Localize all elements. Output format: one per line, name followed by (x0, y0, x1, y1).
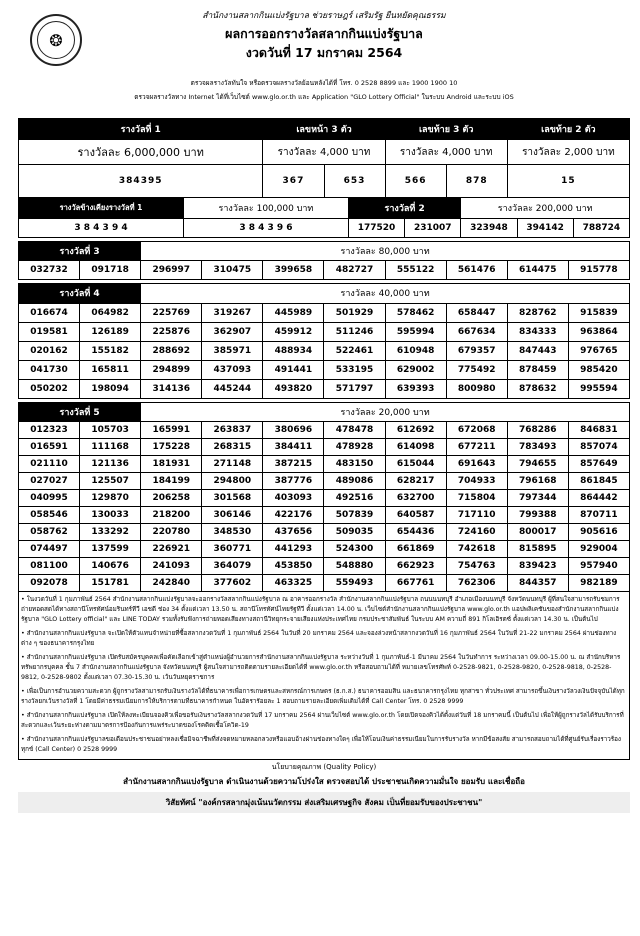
fifth-prize-number: 226921 (141, 540, 202, 557)
fifth-prize-number: 864442 (568, 489, 629, 506)
fourth-prize-number: 314136 (141, 379, 202, 398)
second-prize-amount: รางวัลละ 200,000 บาท (461, 198, 630, 218)
fifth-prize-number: 483150 (324, 455, 385, 472)
fifth-prize-number: 453850 (263, 557, 324, 574)
fourth-prize-number: 225876 (141, 322, 202, 341)
fourth-prize-number: 522461 (324, 341, 385, 360)
third-prize-number: 296997 (141, 260, 202, 279)
fifth-prize-number: 492516 (324, 489, 385, 506)
fifth-prize-number: 704933 (446, 472, 507, 489)
fourth-prize-number: 878632 (507, 379, 568, 398)
fifth-prize-row (19, 455, 630, 472)
fourth-prize-number: 126189 (80, 322, 141, 341)
fourth-prize-number: 847443 (507, 341, 568, 360)
fifth-prize-number: 175228 (141, 438, 202, 455)
fifth-prize-number: 058546 (19, 506, 80, 523)
fourth-prize-number: 385971 (202, 341, 263, 360)
fifth-prize-number: 294800 (202, 472, 263, 489)
fifth-prize-number: 815895 (507, 540, 568, 557)
third-prize-table (18, 241, 630, 280)
announcement-item: • สำนักงานสลากกินแบ่งรัฐบาล จะเปิดให้ตัวแทนจำหน่ายที่ซื้อสลากงวดวันที่ 1 กุมภาพันธ์ 2564 ในวันที่ 20 มกราคม 2564 และจองล่วงหน้าสลากงวดวันที่ 16 กุมภาพันธ์ 2564 ในวันที่ 21-22 มกราคม 2564 ผ่านช่องทางต่าง ๆ ของธนาคารกรุงไทย (21, 629, 617, 647)
back2-amount: รางวัลละ 2,000 บาท (507, 140, 629, 165)
fifth-prize-row (19, 506, 630, 523)
fifth-prize-number: 672068 (446, 421, 507, 438)
back2-number: 15 (507, 165, 629, 198)
fourth-prize-row (19, 303, 630, 322)
fourth-prize-number: 491441 (263, 360, 324, 379)
fifth-prize-number: 796168 (507, 472, 568, 489)
near-prize-number-2: 3 8 4 3 9 6 (183, 218, 348, 237)
fifth-prize-number: 027027 (19, 472, 80, 489)
fifth-prize-number: 661869 (385, 540, 446, 557)
third-prize-number: 561476 (446, 260, 507, 279)
fourth-prize-number: 294899 (141, 360, 202, 379)
fourth-prize-number: 667634 (446, 322, 507, 341)
announcements (18, 592, 630, 760)
vision-text: วิสัยทัศน์ "องค์กรสลากมุ่งเน้นนวัตกรรม ส่งเสริมเศรษฐกิจ สังคม เป็นที่ยอมรับของประชาชน" (18, 792, 630, 813)
fifth-prize-number: 612692 (385, 421, 446, 438)
fourth-prize-number: 225769 (141, 303, 202, 322)
fifth-prize-number: 717110 (446, 506, 507, 523)
front3-label: เลขหน้า 3 ตัว (263, 119, 385, 140)
fifth-prize-number: 133292 (80, 523, 141, 540)
fifth-prize-number: 905616 (568, 523, 629, 540)
fifth-prize-number: 206258 (141, 489, 202, 506)
fifth-prize-number: 861845 (568, 472, 629, 489)
fourth-prize-number: 976765 (568, 341, 629, 360)
fourth-prize-table (18, 283, 630, 399)
fifth-prize-number: 165991 (141, 421, 202, 438)
fourth-prize-number: 016674 (19, 303, 80, 322)
quality-policy-text: สำนักงานสลากกินแบ่งรัฐบาล ดำเนินงานด้วยความโปร่งใส ตรวจสอบได้ ประชาชนเกิดความมั่นใจ ยอมรับ และเชื่อถือ (123, 776, 525, 786)
back3-number-1: 566 (385, 165, 446, 198)
fifth-prize-number: 016591 (19, 438, 80, 455)
fifth-prize-number: 615044 (385, 455, 446, 472)
fourth-prize-grid (19, 303, 630, 398)
fifth-prize-row (19, 489, 630, 506)
fourth-prize-number: 578462 (385, 303, 446, 322)
fifth-prize-number: 441293 (263, 540, 324, 557)
fourth-prize-number: 878459 (507, 360, 568, 379)
fifth-prize-number: 559493 (324, 574, 385, 591)
fourth-prize-number: 020162 (19, 341, 80, 360)
fifth-prize-number: 360771 (202, 540, 263, 557)
fifth-prize-number: 125507 (80, 472, 141, 489)
third-prize-number: 482727 (324, 260, 385, 279)
fourth-prize-number: 501929 (324, 303, 385, 322)
header-motto: สำนักงานสลากกินแบ่งรัฐบาล ช่วยราษฎร์ เสริมรัฐ ยืนหยัดคุณธรรม (202, 11, 446, 21)
fifth-prize-number: 662923 (385, 557, 446, 574)
third-prize-number: 915778 (568, 260, 629, 279)
announcement-item: • สำนักงานสลากกินแบ่งรัฐบาล เปิดรับสมัครบุคคลเพื่อคัดเลือกเข้าสู่ตำแหน่งผู้อำนวยการสำนักงานสลากกินแบ่งรัฐบาล ระหว่างวันที่ 1 กุมภาพันธ์-1 มีนาคม 2564 ในวันทำการ ระหว่างเวลา 09.00-15.00 น. ณ สำนักบริหารทรัพยากรบุคคล ชั้น 7 สำนักงานสลากกินแบ่งรัฐบาล จังหวัดนนทบุรี ผู้สนใจสามารถติดตามรายละเอียดได้ที่ www.glo.or.th หรือสอบถามได้ที่ หมายเลขโทรศัพท์ 0-2528-9821, 0-2528-9820, 0-2528-9818, 0-2528-9812, 0-2528-9802 ตั้งแต่เวลา 07.30-15.30 น. เว้นวันหยุดราชการ (21, 653, 621, 681)
fifth-prize-number: 130033 (80, 506, 141, 523)
fourth-prize-number: 629002 (385, 360, 446, 379)
fifth-prize-grid (19, 421, 630, 591)
fifth-prize-number: 489086 (324, 472, 385, 489)
fifth-prize-number: 403093 (263, 489, 324, 506)
front3-number-1: 367 (263, 165, 324, 198)
fifth-prize-number: 271148 (202, 455, 263, 472)
fifth-prize-number: 754763 (446, 557, 507, 574)
fifth-prize-number: 742618 (446, 540, 507, 557)
fifth-prize-number: 870711 (568, 506, 629, 523)
fourth-prize-row (19, 360, 630, 379)
fifth-prize-number: 422176 (263, 506, 324, 523)
first-prize-label: รางวัลที่ 1 (19, 119, 263, 140)
fourth-prize-number: 198094 (80, 379, 141, 398)
back3-number-2: 878 (446, 165, 507, 198)
fifth-prize-number: 463325 (263, 574, 324, 591)
announcement-item: • สำนักงานสลากกินแบ่งรัฐบาลขอเตือนประชาชนอย่าหลงเชื่อมิจฉาชีพที่ส่งจดหมายหลอกลวงหรือแอบอ้างผ่านช่องทางใดๆ เพื่อให้โอนเงินค่าธรรมเนียมในการรับรางวัล หากมีข้อสงสัย สามารถสอบถามได้ที่ศูนย์รับเรื่องราวร้องทุกข์ (Call Center) 0 2528 9999 (21, 735, 622, 753)
fourth-prize-number: 533195 (324, 360, 385, 379)
fifth-prize-number: 384411 (263, 438, 324, 455)
third-prize-label: รางวัลที่ 3 (19, 241, 141, 260)
fourth-prize-number: 437093 (202, 360, 263, 379)
fifth-prize-number: 058762 (19, 523, 80, 540)
fourth-prize-number: 445989 (263, 303, 324, 322)
footer (18, 760, 630, 813)
fourth-prize-number: 493820 (263, 379, 324, 398)
fifth-prize-number: 140676 (80, 557, 141, 574)
fourth-prize-row (19, 341, 630, 360)
fifth-prize-row (19, 557, 630, 574)
near-prize-number-1: 3 8 4 3 9 4 (19, 218, 184, 237)
fifth-prize-number: 074497 (19, 540, 80, 557)
fifth-prize-number: 507839 (324, 506, 385, 523)
fifth-prize-number: 241093 (141, 557, 202, 574)
fifth-prize-number: 021110 (19, 455, 80, 472)
fourth-prize-number: 019581 (19, 322, 80, 341)
fifth-prize-number: 348530 (202, 523, 263, 540)
fifth-prize-number: 509035 (324, 523, 385, 540)
near-second-table (18, 198, 630, 238)
fifth-prize-number: 524300 (324, 540, 385, 557)
second-prize-number: 177520 (348, 218, 404, 237)
fourth-prize-number: 488934 (263, 341, 324, 360)
near-prize-label: รางวัลข้างเคียงรางวัลที่ 1 (19, 198, 184, 218)
fifth-prize-number: 929004 (568, 540, 629, 557)
fourth-prize-number: 828762 (507, 303, 568, 322)
fifth-prize-number: 715804 (446, 489, 507, 506)
fifth-prize-number: 121136 (80, 455, 141, 472)
glo-emblem-icon: ❂ (30, 14, 82, 66)
fifth-prize-label: รางวัลที่ 5 (19, 402, 141, 421)
fifth-prize-number: 380696 (263, 421, 324, 438)
check-info-internet: ตรวจผลรางวัลทาง Internet ได้ที่เว็บไซต์ www.glo.or.th และ Application "GLO Lottery Official" ในระบบ Android และระบบ iOS (134, 93, 514, 101)
fifth-prize-number: 799388 (507, 506, 568, 523)
fourth-prize-number: 165811 (80, 360, 141, 379)
fifth-prize-number: 105703 (80, 421, 141, 438)
fifth-prize-number: 387215 (263, 455, 324, 472)
front3-number-2: 653 (324, 165, 385, 198)
fifth-prize-row (19, 540, 630, 557)
back3-amount: รางวัลละ 4,000 บาท (385, 140, 507, 165)
fifth-prize-number: 548880 (324, 557, 385, 574)
fifth-prize-number: 724160 (446, 523, 507, 540)
fifth-prize-number: 839423 (507, 557, 568, 574)
fifth-prize-row (19, 523, 630, 540)
fifth-prize-number: 111168 (80, 438, 141, 455)
fifth-prize-number: 306146 (202, 506, 263, 523)
fifth-prize-row (19, 421, 630, 438)
announcement-item: • ในงวดวันที่ 1 กุมภาพันธ์ 2564 สำนักงานสลากกินแบ่งรัฐบาลจะออกรางวัลสลากกินแบ่งรัฐบาล ณ อาคารออกรางวัล สำนักงานสลากกินแบ่งรัฐบาล ถนนนนทบุรี อำเภอเมืองนนทบุรี จังหวัดนนทบุรี ผู้ที่สนใจสามารถรับชมการถ่ายทอดสดได้ทางสถานีโทรทัศน์อมรินทร์ทีวี เอชดี ช่อง 34 ตั้งแต่เวลา 13.50 น. สถานีโทรทัศน์ไทยรัฐทีวี ตั้งแต่เวลา 14.00 น. เว็บไซต์สำนักงานสลากกินแบ่งรัฐบาล www.glo.or.th แอปพลิเคชันของสำนักงานสลากกินแบ่งรัฐบาล "GLO Lottery official" และ LINE TODAY รวมทั้งรับฟังการถ่ายทอดเสียงทางสถานีวิทยุกระจายเสียงแห่งประเทศไทย กรมประชาสัมพันธ์ ในระบบ AM ความถี่ 891 กิโลเฮิรตซ์ ตั้งแต่เวลา 14.30 น. เป็นต้นไป (21, 595, 620, 623)
fifth-prize-number: 846831 (568, 421, 629, 438)
fifth-prize-row (19, 472, 630, 489)
fifth-prize-number: 677211 (446, 438, 507, 455)
fifth-prize-number: 387776 (263, 472, 324, 489)
third-prize-number: 310475 (202, 260, 263, 279)
fourth-prize-number: 963864 (568, 322, 629, 341)
fourth-prize-number: 679357 (446, 341, 507, 360)
fifth-prize-number: 137599 (80, 540, 141, 557)
second-prize-number: 323948 (461, 218, 517, 237)
fifth-prize-number: 268315 (202, 438, 263, 455)
third-prize-number: 032732 (19, 260, 80, 279)
fourth-prize-label: รางวัลที่ 4 (19, 283, 141, 303)
fourth-prize-number: 571797 (324, 379, 385, 398)
fifth-prize-number: 797344 (507, 489, 568, 506)
announcement-item: • เพื่อเป็นการอำนวยความสะดวก ผู้ถูกรางวัลสามารถรับเงินรางวัลได้ที่ธนาคารเพื่อการเกษตรและสหกรณ์การเกษตร (ธ.ก.ส.) ธนาคารออมสิน และธนาคารกรุงไทย ทุกสาขา ทั่วประเทศ สามารถขึ้นเงินรางวัลวงเงินปัจจุบันได้ทุกรางวัลยกเว้นรางวัลที่ 1 โดยมีค่าธรรมเนียมการให้บริการตามที่ธนาคารกำหนด ในอัตรารัอยละ 1 สอบถามรายละเอียดเพิ่มเติมได้ที่ Call Center โทร. 0 2528 9999 (21, 687, 625, 705)
draw-date: งวดวันที่ 17 มกราคม 2564 (245, 45, 403, 60)
fourth-prize-number: 459912 (263, 322, 324, 341)
fourth-prize-number: 834333 (507, 322, 568, 341)
fifth-prize-number: 640587 (385, 506, 446, 523)
fourth-prize-amount: รางวัลละ 40,000 บาท (141, 283, 630, 303)
first-prize-amount: รางวัลละ 6,000,000 บาท (19, 140, 263, 165)
second-prize-number: 394142 (517, 218, 573, 237)
third-prize-number: 091718 (80, 260, 141, 279)
header (18, 6, 630, 118)
third-prize-number: 555122 (385, 260, 446, 279)
top-prizes-table (18, 118, 630, 198)
fifth-prize-number: 691643 (446, 455, 507, 472)
fourth-prize-number: 064982 (80, 303, 141, 322)
fifth-prize-row (19, 438, 630, 455)
fifth-prize-number: 794655 (507, 455, 568, 472)
fifth-prize-number: 478928 (324, 438, 385, 455)
fifth-prize-number: 628217 (385, 472, 446, 489)
fifth-prize-table (18, 402, 630, 592)
fifth-prize-number: 377602 (202, 574, 263, 591)
fifth-prize-number: 129870 (80, 489, 141, 506)
fourth-prize-number: 595994 (385, 322, 446, 341)
second-prize-number: 231007 (405, 218, 461, 237)
check-info-phone: ตรวจผลรางวัลทันใจ หรือตรวจผลรางวัลย้อนหลังได้ที่ โทร. 0 2528 8899 และ 1900 1900 10 (190, 79, 458, 87)
third-prize-number: 614475 (507, 260, 568, 279)
fifth-prize-number: 478478 (324, 421, 385, 438)
fourth-prize-number: 800980 (446, 379, 507, 398)
fourth-prize-number: 445244 (202, 379, 263, 398)
fifth-prize-number: 614098 (385, 438, 446, 455)
fourth-prize-row (19, 322, 630, 341)
fifth-prize-number: 242840 (141, 574, 202, 591)
fifth-prize-number: 857649 (568, 455, 629, 472)
fifth-prize-number: 092078 (19, 574, 80, 591)
fifth-prize-number: 040995 (19, 489, 80, 506)
fifth-prize-number: 762306 (446, 574, 507, 591)
fifth-prize-number: 081100 (19, 557, 80, 574)
fifth-prize-number: 857074 (568, 438, 629, 455)
fifth-prize-number: 768286 (507, 421, 568, 438)
fourth-prize-number: 319267 (202, 303, 263, 322)
fourth-prize-number: 658447 (446, 303, 507, 322)
fifth-prize-number: 844357 (507, 574, 568, 591)
fourth-prize-number: 050202 (19, 379, 80, 398)
fifth-prize-number: 957940 (568, 557, 629, 574)
third-prize-number: 399658 (263, 260, 324, 279)
fourth-prize-number: 775492 (446, 360, 507, 379)
fifth-prize-number: 632700 (385, 489, 446, 506)
fourth-prize-number: 041730 (19, 360, 80, 379)
fourth-prize-number: 362907 (202, 322, 263, 341)
third-prize-row (19, 260, 630, 279)
fourth-prize-number: 288692 (141, 341, 202, 360)
page-title: ผลการออกรางวัลสลากกินแบ่งรัฐบาล (225, 26, 423, 41)
fifth-prize-number: 220780 (141, 523, 202, 540)
fifth-prize-number: 982189 (568, 574, 629, 591)
fourth-prize-number: 985420 (568, 360, 629, 379)
fifth-prize-number: 184199 (141, 472, 202, 489)
fifth-prize-number: 437656 (263, 523, 324, 540)
fifth-prize-number: 654436 (385, 523, 446, 540)
announcement-item: • สำนักงานสลากกินแบ่งรัฐบาล เปิดให้ลงทะเบียนจองคิวเพื่อขอรับเงินรางวัลสลากงวดวันที่ 17 มกราคม 2564 ผ่านเว็บไซต์ www.glo.or.th โดยเปิดจองคิวได้ตั้งแต่วันที่ 18 มกราคมนี้ เป็นต้นไป เพื่อให้ผู้ถูกรางวัลได้รับบริการที่สะดวกและเว้นระยะห่างตามมาตรการป้องกันการแพร่ระบาดของโรคติดเชื้อโควิด-19 (21, 711, 624, 729)
first-prize-number: 384395 (19, 165, 263, 198)
fourth-prize-row (19, 379, 630, 398)
fifth-prize-number: 181931 (141, 455, 202, 472)
fourth-prize-number: 155182 (80, 341, 141, 360)
back2-label: เลขท้าย 2 ตัว (507, 119, 629, 140)
back3-label: เลขท้าย 3 ตัว (385, 119, 507, 140)
fifth-prize-number: 012323 (19, 421, 80, 438)
fifth-prize-row (19, 574, 630, 591)
fifth-prize-number: 667761 (385, 574, 446, 591)
fifth-prize-number: 301568 (202, 489, 263, 506)
fourth-prize-number: 915839 (568, 303, 629, 322)
fifth-prize-number: 364079 (202, 557, 263, 574)
second-prize-number: 788724 (573, 218, 629, 237)
fifth-prize-number: 218200 (141, 506, 202, 523)
fourth-prize-number: 995594 (568, 379, 629, 398)
quality-policy-title: นโยบายคุณภาพ (Quality Policy) (271, 762, 377, 771)
front3-amount: รางวัลละ 4,000 บาท (263, 140, 385, 165)
fourth-prize-number: 639393 (385, 379, 446, 398)
fifth-prize-number: 263837 (202, 421, 263, 438)
fifth-prize-number: 783493 (507, 438, 568, 455)
fifth-prize-number: 151781 (80, 574, 141, 591)
fourth-prize-number: 511246 (324, 322, 385, 341)
near-prize-amount: รางวัลละ 100,000 บาท (183, 198, 348, 218)
second-prize-label: รางวัลที่ 2 (348, 198, 460, 218)
fifth-prize-number: 800017 (507, 523, 568, 540)
fifth-prize-amount: รางวัลละ 20,000 บาท (141, 402, 630, 421)
third-prize-amount: รางวัลละ 80,000 บาท (141, 241, 630, 260)
fourth-prize-number: 610948 (385, 341, 446, 360)
